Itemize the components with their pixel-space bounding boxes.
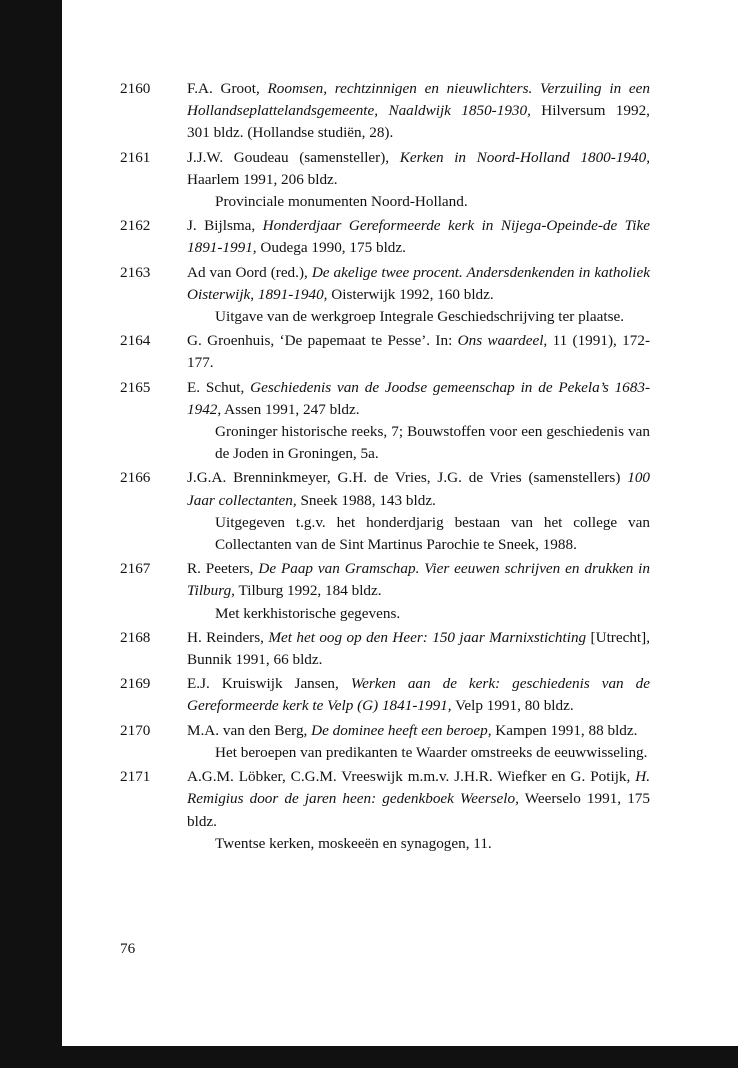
citation-text: J. Bijlsma, <box>187 217 263 235</box>
citation-title: De akelige twee procent. Andersdenkenden in katholiek Oisterwijk, 1891-1940, <box>187 263 650 303</box>
bibliography-entry <box>120 330 650 374</box>
entry-citation <box>187 673 650 717</box>
bibliography-entry <box>120 215 650 259</box>
citation-text: Tilburg 1992, 184 bldz. <box>234 582 382 600</box>
citation-text: Haarlem 1991, 206 bldz. <box>187 170 338 188</box>
citation-text: Velp 1991, 80 bldz. <box>451 697 574 715</box>
citation-text: Oudega 1990, 175 bldz. <box>256 239 406 257</box>
entry-note: Uitgegeven t.g.v. het honderdjarig bestaan van het college van Collectanten van de Sint Martinus Parochie te Sneek, 1988. <box>215 513 650 554</box>
entry-number: 2161 <box>120 148 151 166</box>
citation-text: J.J.W. Goudeau (samensteller), <box>187 148 400 166</box>
entry-citation <box>187 467 650 511</box>
bibliography-entry <box>120 766 650 855</box>
citation-text: Oisterwijk 1992, 160 bldz. <box>327 285 494 303</box>
citation-text: F.A. Groot, <box>187 80 268 97</box>
citation-text: A.G.M. Löbker, C.G.M. Vreeswijk m.m.v. J.H.R. Wiefker en G. Potijk, <box>187 768 636 786</box>
bibliography-entry <box>120 627 650 671</box>
entry-number: 2165 <box>120 378 151 396</box>
bibliography-list <box>120 78 650 857</box>
entry-citation <box>187 330 650 374</box>
bibliography-entry <box>120 78 650 145</box>
entry-note: Uitgave van de werkgroep Integrale Geschiedschrijving ter plaatse. <box>215 308 625 326</box>
citation-text: Weerselo 1991, 175 bldz. <box>187 790 650 830</box>
entry-citation <box>187 262 650 306</box>
bibliography-entry <box>120 467 650 556</box>
entry-number: 2164 <box>120 332 151 350</box>
citation-text: Ad van Oord (red.), <box>187 263 312 281</box>
scan-border-left <box>0 0 62 1068</box>
entry-number: 2167 <box>120 560 151 578</box>
citation-text: R. Peeters, <box>187 560 259 578</box>
bibliography-entry <box>120 720 650 764</box>
entry-number: 2166 <box>120 469 151 487</box>
entry-note: Het beroepen van predikanten te Waarder omstreeks de eeuwwisseling. <box>215 743 648 761</box>
citation-text: G. Groenhuis, ‘De papemaat te Pesse’. In: <box>187 332 458 350</box>
entry-number: 2160 <box>120 80 151 97</box>
citation-text: H. Reinders, <box>187 628 269 646</box>
entry-citation <box>187 215 650 259</box>
entry-note: Groninger historische reeks, 7; Bouwstoffen voor een geschiedenis van de Joden in Groningen, 5a. <box>215 423 650 463</box>
citation-text: Assen 1991, 247 bldz. <box>221 400 360 418</box>
citation-title: De Paap van Gramschap. Vier eeuwen schrijven en drukken in Tilburg, <box>187 560 650 600</box>
citation-text: Sneek 1988, 143 bldz. <box>296 491 436 509</box>
entry-number: 2163 <box>120 263 151 281</box>
bibliography-entry <box>120 262 650 329</box>
citation-title: 100 Jaar collectanten, <box>187 469 650 509</box>
entry-note: Provinciale monumenten Noord-Holland. <box>215 193 468 211</box>
entry-number: 2169 <box>120 675 151 693</box>
citation-text: Hilversum 1992, 301 bldz. (Hollandse studiën, 28). <box>187 102 650 142</box>
citation-title: Honderdjaar Gereformeerde kerk in Nijega-Opeinde-de Tike 1891-1991, <box>187 217 650 257</box>
entry-number: 2171 <box>120 768 151 786</box>
entry-citation <box>187 78 650 145</box>
bibliography-entry <box>120 377 650 466</box>
citation-title: H. Remigius door de jaren heen: gedenkboek Weerselo, <box>187 768 650 808</box>
entry-note: Twentse kerken, moskeeën en synagogen, 11. <box>215 834 492 852</box>
scan-border-bottom <box>0 1046 738 1068</box>
entry-citation <box>187 558 650 602</box>
citation-text: 11 (1991), 172-177. <box>187 332 651 372</box>
citation-text: E.J. Kruiswijk Jansen, <box>187 675 351 693</box>
entry-number: 2170 <box>120 721 151 739</box>
citation-text: Kampen 1991, 88 bldz. <box>491 721 638 739</box>
citation-title: Kerken in Noord-Holland 1800-1940, <box>399 148 651 166</box>
entry-citation <box>187 627 650 671</box>
citation-text: E. Schut, <box>187 378 251 396</box>
bibliography-entry <box>120 673 650 717</box>
page-number: 76 <box>120 940 136 957</box>
entry-citation <box>187 766 650 833</box>
bibliography-entry <box>120 147 650 214</box>
citation-text: J.G.A. Brenninkmeyer, G.H. de Vries, J.G. de Vries (samenstellers) <box>187 469 628 487</box>
entry-citation <box>187 720 650 742</box>
citation-title: Ons waardeel, <box>457 332 548 350</box>
entry-note: Met kerkhistorische gegevens. <box>215 604 401 622</box>
citation-title: De dominee heeft een beroep, <box>311 721 492 739</box>
citation-title: Werken aan de kerk: geschiedenis van de Gereformeerde kerk te Velp (G) 1841-1991, <box>187 675 650 715</box>
entry-citation <box>187 147 650 191</box>
citation-title: Met het oog op den Heer: 150 jaar Marnixstichting <box>268 628 587 646</box>
citation-title: Roomsen, rechtzinnigen en nieuwlichters. Verzuiling in een Hollandseplattelandsgemeente, Naaldwijk 1850-1930, <box>187 80 650 120</box>
citation-text: M.A. van den Berg, <box>187 721 312 739</box>
entry-number: 2162 <box>120 217 151 235</box>
citation-title: Geschiedenis van de Joodse gemeenschap in de Pekela’s 1683-1942, <box>187 378 651 418</box>
citation-text: [Utrecht], Bunnik 1991, 66 bldz. <box>187 628 651 669</box>
entry-citation <box>187 377 650 421</box>
entry-number: 2168 <box>120 628 151 646</box>
bibliography-entry <box>120 558 650 625</box>
